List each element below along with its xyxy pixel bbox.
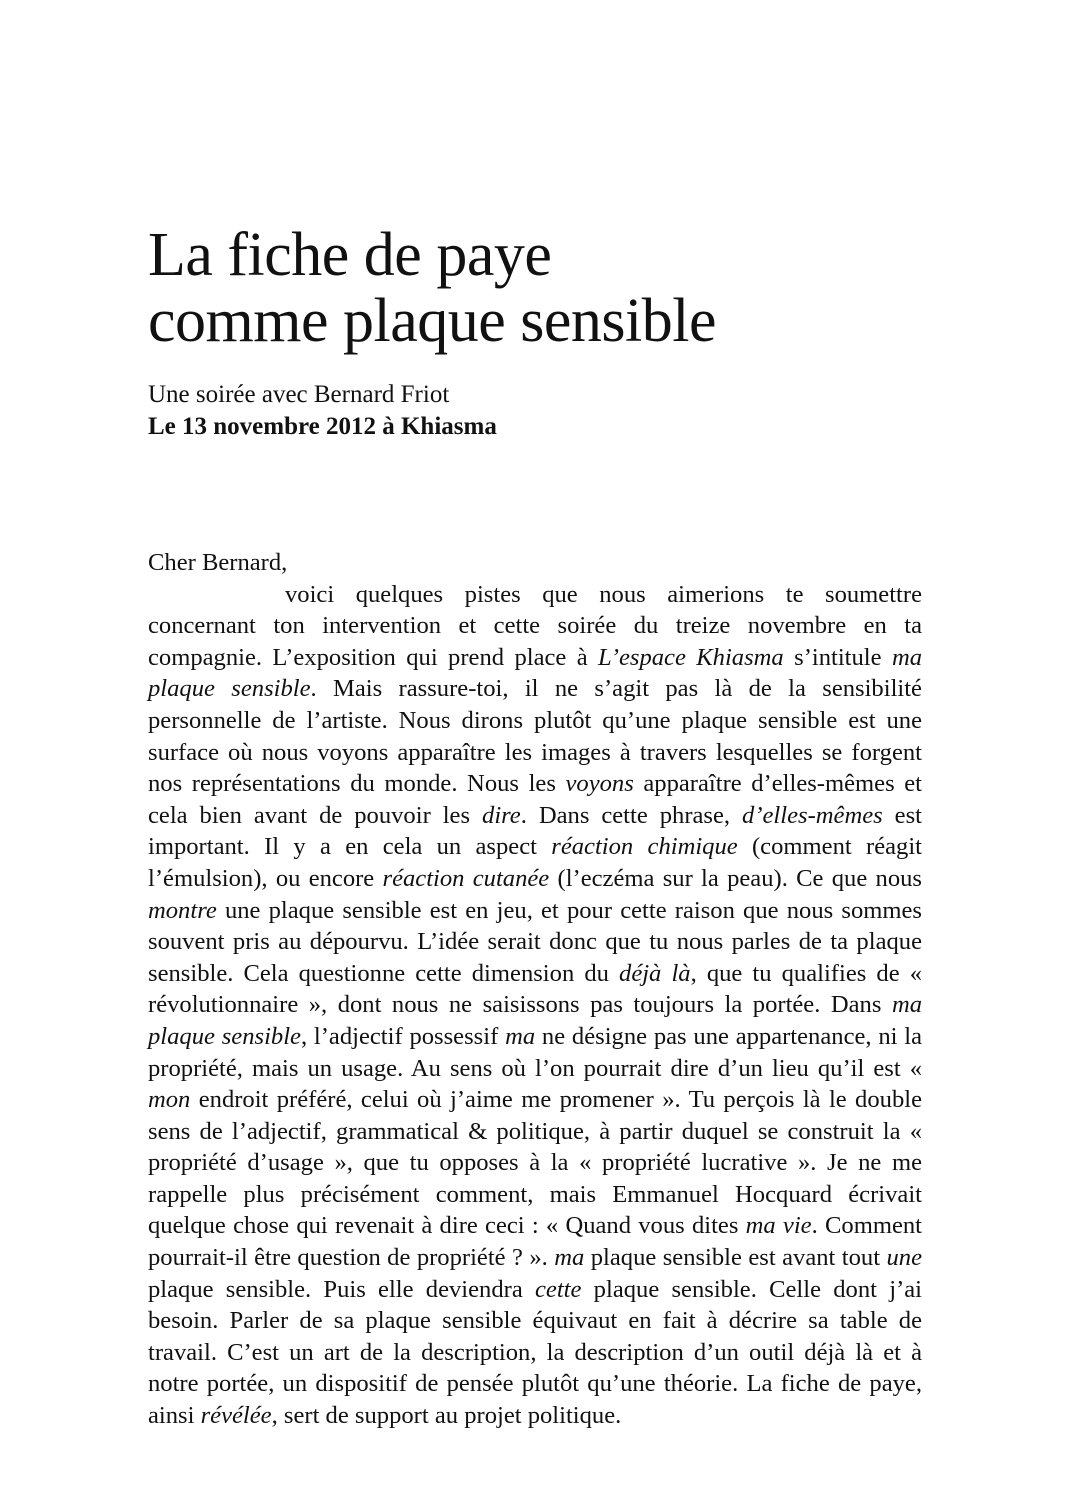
- page-title-line-2: comme plaque sensible: [148, 287, 716, 355]
- letter-paragraph: voici quelques pistes que nous aimerions te soumettre concernant ton intervention et cette soirée du treize novembre en ta compagnie. L’exposition qui prend place à L’espace Khiasma s’intitule ma plaque sensible. Mais rassure-toi, il ne s’agit pas là de la sensibilité personnelle de l’artiste. Nous dirons plutôt qu’une plaque sensible est une surface où nous voyons apparaître les images à travers lesquelles se forgent nos représentations du monde. Nous les voyons apparaître d’elles-mêmes et cela bien avant de pouvoir les dire. Dans cette phrase, d’elles-mêmes est important. Il y a en cela un aspect réaction chimique (comment réagit l’émulsion), ou encore réaction cutanée (l’eczéma sur la peau). Ce que nous montre une plaque sensible est en jeu, et pour cette raison que nous sommes souvent pris au dépourvu. L’idée serait donc que tu nous parles de ta plaque sensible. Cela questionne cette dimension du déjà là, que tu qualifies de « révolutionnaire », dont nous ne saisissons pas toujours la portée. Dans ma plaque sensible, l’adjectif possessif ma ne désigne pas une appartenance, ni la propriété, mais un usage. Au sens où l’on pourrait dire d’un lieu qu’il est « mon endroit préféré, celui où j’aime me promener ». Tu perçois là le double sens de l’adjectif, grammatical & politique, à partir duquel se construit la « propriété d’usage », que tu opposes à la « propriété lucrative ». Je ne me rappelle plus précisément comment, mais Emmanuel Hocquard écrivait quelque chose qui revenait à dire ceci : « Quand vous dites ma vie. Comment pourrait-il être question de propriété ? ». ma plaque sensible est avant tout une plaque sensible. Puis elle deviendra cette plaque sensible. Celle dont j’ai besoin. Parler de sa plaque sensible équivaut en fait à décrire sa table de travail. C’est un art de la description, la description d’un outil déjà là et à notre portée, un dispositif de pensée plutôt qu’une théorie. La fiche de paye, ainsi révélée, sert de support au projet politique.: [148, 580, 923, 1430]
- page-title: [148, 222, 922, 354]
- event-subtitle: Une soirée avec Bernard Friot: [148, 381, 450, 408]
- event-date: Le 13 novembre 2012 à Khiasma: [148, 413, 497, 440]
- letter-body: [148, 547, 922, 1432]
- subtitle-block: [148, 379, 922, 443]
- page-title-line-1: La fiche de paye: [148, 221, 552, 289]
- letter-salutation: Cher Bernard,: [148, 549, 288, 576]
